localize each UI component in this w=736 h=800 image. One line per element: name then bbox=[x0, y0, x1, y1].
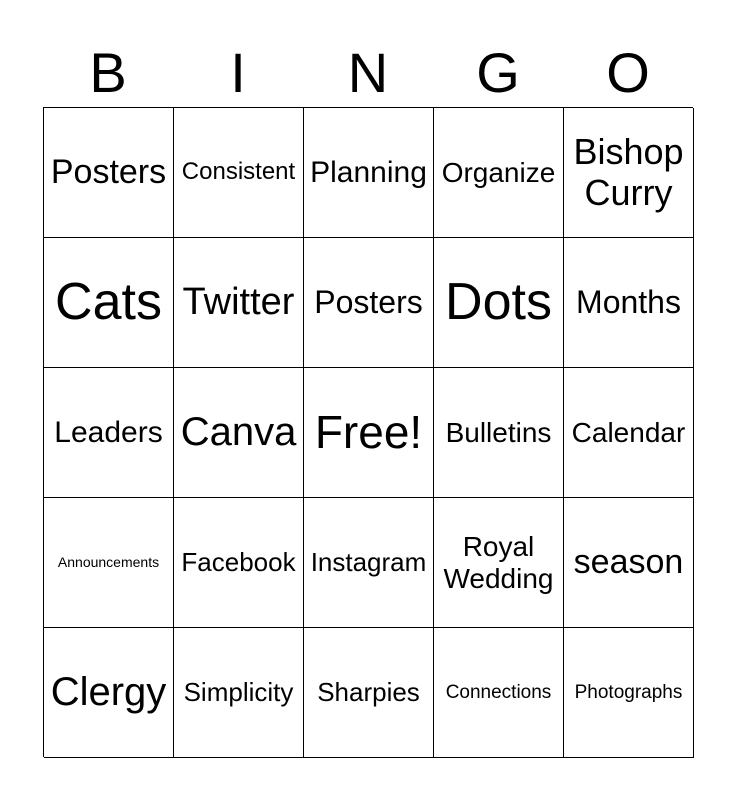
bingo-cell[interactable]: Dots bbox=[434, 238, 564, 368]
bingo-cell[interactable]: Bulletins bbox=[434, 368, 564, 498]
bingo-cell[interactable]: Canva bbox=[174, 368, 304, 498]
bingo-cell[interactable]: Planning bbox=[304, 108, 434, 238]
bingo-cell[interactable]: season bbox=[564, 498, 694, 628]
bingo-cell[interactable]: Royal Wedding bbox=[434, 498, 564, 628]
bingo-cell[interactable]: Calendar bbox=[564, 368, 694, 498]
bingo-cell[interactable]: Organize bbox=[434, 108, 564, 238]
bingo-cell[interactable]: Posters bbox=[304, 238, 434, 368]
bingo-cell[interactable]: Bishop Curry bbox=[564, 108, 694, 238]
bingo-cell[interactable]: Cats bbox=[44, 238, 174, 368]
header-letter-b: B bbox=[89, 41, 127, 104]
bingo-cell[interactable]: Posters bbox=[44, 108, 174, 238]
bingo-board bbox=[43, 107, 693, 757]
bingo-cell[interactable]: Photographs bbox=[564, 628, 694, 758]
header-letter-g: G bbox=[476, 41, 520, 104]
free-space-cell[interactable]: Free! bbox=[304, 368, 434, 498]
bingo-cell[interactable]: Announcements bbox=[44, 498, 174, 628]
header-letter-o: O bbox=[606, 41, 650, 104]
bingo-cell[interactable]: Connections bbox=[434, 628, 564, 758]
bingo-cell[interactable]: Twitter bbox=[174, 238, 304, 368]
bingo-cell[interactable]: Months bbox=[564, 238, 694, 368]
bingo-cell[interactable]: Facebook bbox=[174, 498, 304, 628]
bingo-cell[interactable]: Consistent bbox=[174, 108, 304, 238]
header-letter-n: N bbox=[347, 41, 389, 104]
bingo-cell[interactable]: Leaders bbox=[44, 368, 174, 498]
bingo-cell[interactable]: Sharpies bbox=[304, 628, 434, 758]
bingo-header bbox=[43, 40, 693, 106]
header-letter-i: I bbox=[230, 41, 246, 104]
bingo-cell[interactable]: Simplicity bbox=[174, 628, 304, 758]
bingo-cell[interactable]: Clergy bbox=[44, 628, 174, 758]
bingo-cell[interactable]: Instagram bbox=[304, 498, 434, 628]
